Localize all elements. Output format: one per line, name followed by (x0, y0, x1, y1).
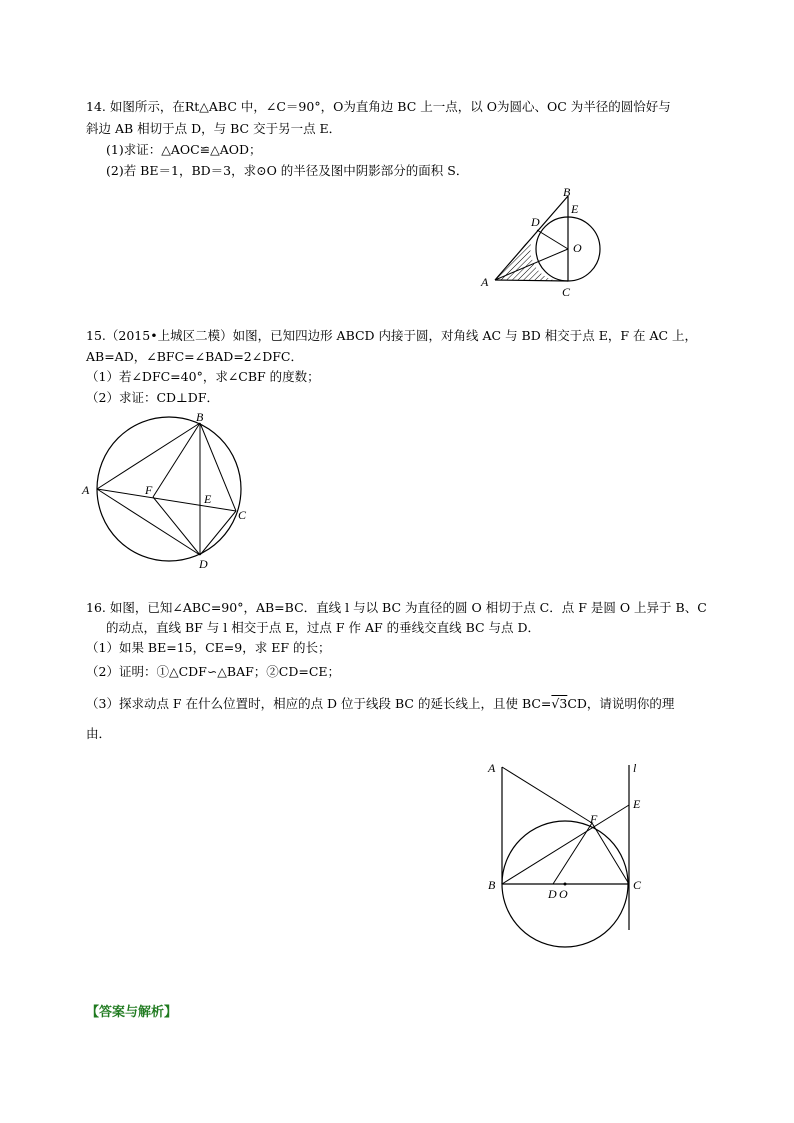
q16-part2: （2）证明：①△CDF∽△BAF；②CD=CE； (86, 664, 341, 679)
q16-label-c: C (633, 878, 642, 892)
q16-label-o: O (559, 887, 568, 901)
q16-label-a: A (488, 761, 496, 775)
q15-line1: 15.（2015•上城区二模）如图，已知四边形 ABCD 内接于圆，对角线 AC 与 BD 相交于点 E，F 在 AC 上， (86, 328, 698, 343)
q16-part3 (86, 696, 674, 712)
q14-part1: (1)求证：△AOC≌△AOD； (106, 142, 262, 157)
q14-label-d: D (531, 215, 540, 229)
q15-label-b: B (196, 410, 204, 424)
q16-label-b: B (488, 878, 496, 892)
q16-part3-post: CD，请说明你的理 (567, 696, 675, 711)
q16-segment-be (502, 805, 629, 884)
q14-label-e: E (571, 202, 579, 216)
q15-segment-cd (200, 511, 236, 555)
q14-label-b: B (563, 185, 571, 199)
q14-line1: 14. 如图所示，在Rt△ABC 中，∠C＝90°，O为直角边 BC 上一点，以 O为圆心、OC 为半径的圆恰好与 (86, 99, 671, 114)
q14-part2: (2)若 BE＝1，BD＝3，求⊙O 的半径及图中阴影部分的面积 S． (106, 163, 469, 178)
q15-circle (97, 417, 241, 561)
q16-part3-end: 由． (86, 726, 112, 741)
q16-label-f: F (590, 812, 598, 826)
q16-label-l: l (633, 761, 637, 775)
q15-label-c: C (238, 508, 247, 522)
q16-line1: 16. 如图，已知∠ABC=90°，AB=BC．直线 l 与以 BC 为直径的圆 O 相切于点 C．点 F 是圆 O 上异于 B、C (86, 600, 707, 615)
q15-label-e: E (204, 492, 212, 506)
q16-figure (480, 755, 655, 955)
q14-line2: 斜边 AB 相切于点 D，与 BC 交于另一点 E． (86, 121, 342, 136)
q15-part2: （2）求证：CD⊥DF． (86, 390, 219, 405)
q14-segment-od (537, 230, 568, 249)
q16-center-dot (564, 883, 567, 886)
q16-line2: 的动点，直线 BF 与 l 相交于点 E，过点 F 作 AF 的垂线交直线 BC 与点 D． (106, 620, 541, 635)
q15-segment-ac (97, 489, 236, 511)
q14-label-o: O (573, 241, 582, 255)
q15-segment-ad (97, 489, 200, 555)
q16-label-e: E (633, 797, 641, 811)
q15-segment-fd (153, 497, 200, 555)
q16-segment-af (502, 767, 592, 823)
q16-part3-sqrt: √3 (551, 696, 568, 711)
q15-line2: AB=AD，∠BFC=∠BAD=2∠DFC． (86, 349, 303, 364)
q16-segment-fd (553, 823, 592, 884)
q15-segment-ab (97, 423, 200, 489)
q15-label-d: D (199, 557, 208, 571)
q15-label-a: A (82, 483, 90, 497)
q16-part3-pre: （3）探求动点 F 在什么位置时，相应的点 D 位于线段 BC 的延长线上，且使 BC= (86, 696, 552, 711)
q15-part1: （1）若∠DFC=40°，求∠CBF 的度数； (86, 369, 320, 384)
q16-segment-fc (592, 823, 629, 884)
q14-figure (470, 180, 620, 300)
q16-part1: （1）如果 BE=15，CE=9，求 EF 的长； (86, 640, 331, 655)
q14-label-c: C (562, 285, 571, 299)
q14-side-ac (495, 280, 568, 281)
q15-segment-bf (153, 423, 200, 497)
q15-label-f: F (145, 483, 153, 497)
answer-heading: 【答案与解析】 (86, 1005, 178, 1020)
q15-figure (78, 408, 258, 578)
q14-label-a: A (481, 275, 489, 289)
q16-label-d: D (548, 887, 557, 901)
